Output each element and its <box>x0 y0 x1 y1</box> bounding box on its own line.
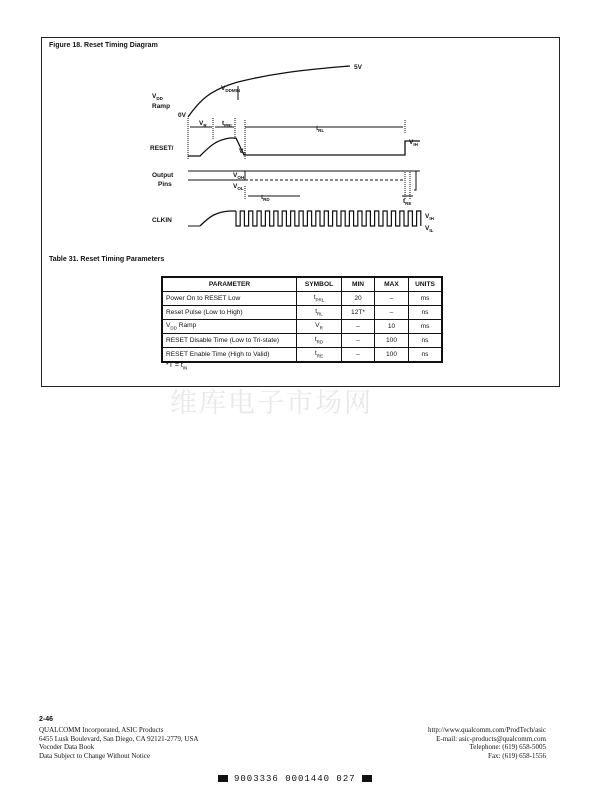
table-header-row <box>162 277 442 292</box>
label-vol: $V_{OL}$ <box>233 183 244 191</box>
footer-disclaimer: Data Subject to Change Without Notice <box>39 751 150 760</box>
label-output: Output <box>152 172 174 179</box>
table-row <box>162 292 442 306</box>
label-trl: $t_{RL}$ <box>316 125 325 133</box>
page-number: 2-46 <box>39 716 54 723</box>
label-5v: 5V <box>354 64 362 71</box>
vdd-ramp-curve <box>188 66 350 117</box>
clkin-pulses <box>236 211 421 226</box>
table-row <box>162 348 442 363</box>
footer-fax: Fax: (619) 658-1556 <box>488 751 546 760</box>
cell-units: ms <box>409 292 443 306</box>
barcode-block-right-icon <box>362 775 372 782</box>
footer-address: 6455 Lusk Boulevard, San Diego, CA 92121-2779, USA <box>39 734 199 743</box>
figure-title: Figure 18. Reset Timing Diagram <box>49 42 158 49</box>
label-voh: $V_{OH}$ <box>233 172 245 180</box>
footer-left <box>39 726 198 760</box>
cell-max: 100 <box>375 348 409 363</box>
cell-units: ns <box>409 306 443 320</box>
cell-parameter: RESET Enable Time (High to Valid) <box>162 348 297 363</box>
cell-symbol: $t_{RD}$ <box>297 334 342 348</box>
footer-right <box>428 726 546 760</box>
label-pins: Pins <box>158 181 172 188</box>
footer-url[interactable]: http://www.qualcomm.com/ProdTech/asic <box>427 726 546 734</box>
cell-parameter: Power On to RESET Low <box>162 292 297 306</box>
cell-symbol: $t_{PRL}$ <box>297 292 342 306</box>
header-units: UNITS <box>409 277 443 292</box>
label-clk-vil: $V_{IL}$ <box>425 225 434 233</box>
cell-units: ms <box>409 320 443 334</box>
table-title: Table 31. Reset Timing Parameters <box>49 256 165 263</box>
footer-company: QUALCOMM Incorporated, ASIC Products <box>39 726 164 734</box>
label-vddmin: $V_{DDMIN}$ <box>221 85 241 93</box>
clkin-pulse-train <box>236 211 421 226</box>
label-0v: 0V <box>178 112 186 119</box>
cell-min: 12T* <box>342 306 375 320</box>
cell-units: ns <box>409 334 443 348</box>
cell-units: ns <box>409 348 443 363</box>
table-row <box>162 306 442 320</box>
label-trd: $t_{RD}$ <box>261 194 270 202</box>
barcode-block-left-icon <box>218 775 228 782</box>
label-vil: $V_{IL}$ <box>239 148 248 156</box>
barcode <box>212 774 378 784</box>
reset-timing-diagram <box>0 0 599 260</box>
cell-max: 10 <box>375 320 409 334</box>
label-clk-vih: $V_{IH}$ <box>425 213 434 221</box>
clkin-ramp <box>200 211 236 226</box>
label-vr: $V_R$ <box>199 120 207 128</box>
cell-max: – <box>375 306 409 320</box>
reset-timing-table <box>161 276 443 363</box>
watermark: 维库电子市场网 <box>170 388 373 419</box>
cell-min: – <box>342 320 375 334</box>
label-reset: RESET/ <box>150 145 174 152</box>
cell-symbol: $t_{RE}$ <box>297 348 342 363</box>
label-clkin: CLKIN <box>152 217 172 224</box>
table-row <box>162 334 442 348</box>
header-symbol: SYMBOL <box>297 277 342 292</box>
label-vih: $V_{IH}$ <box>409 139 418 147</box>
header-parameter: PARAMETER <box>162 277 297 292</box>
barcode-text: 9003336 0001440 027 <box>234 774 356 784</box>
label-tre: $t_{RE}$ <box>403 198 412 206</box>
label-tprl: $t_{PRL}$ <box>222 120 234 128</box>
cell-parameter: RESET Disable Time (Low to Tri-state) <box>162 334 297 348</box>
cell-symbol: $t_{RL}$ <box>297 306 342 320</box>
cell-min: – <box>342 348 375 363</box>
label-ramp: Ramp <box>152 103 171 110</box>
header-max: MAX <box>375 277 409 292</box>
reset-waveform <box>188 138 420 156</box>
footer-book: Vocoder Data Book <box>39 743 95 751</box>
cell-parameter: Reset Pulse (Low to High) <box>162 306 297 320</box>
header-min: MIN <box>342 277 375 292</box>
cell-parameter: $V_{DD}$ Ramp <box>162 320 297 334</box>
cell-max: – <box>375 292 409 306</box>
cell-max: 100 <box>375 334 409 348</box>
cell-symbol: $V_R$ <box>297 320 342 334</box>
footer-email[interactable]: E-mail: asic-products@qualcomm.com <box>436 734 546 743</box>
table-footnote: $*T = t_{IN}$ <box>166 362 188 371</box>
footer-telephone: Telephone: (619) 658-5005 <box>469 743 546 751</box>
label-vdd: $V_{DD}$ <box>152 93 163 101</box>
cell-min: 20 <box>342 292 375 306</box>
table-row <box>162 320 442 334</box>
cell-min: – <box>342 334 375 348</box>
